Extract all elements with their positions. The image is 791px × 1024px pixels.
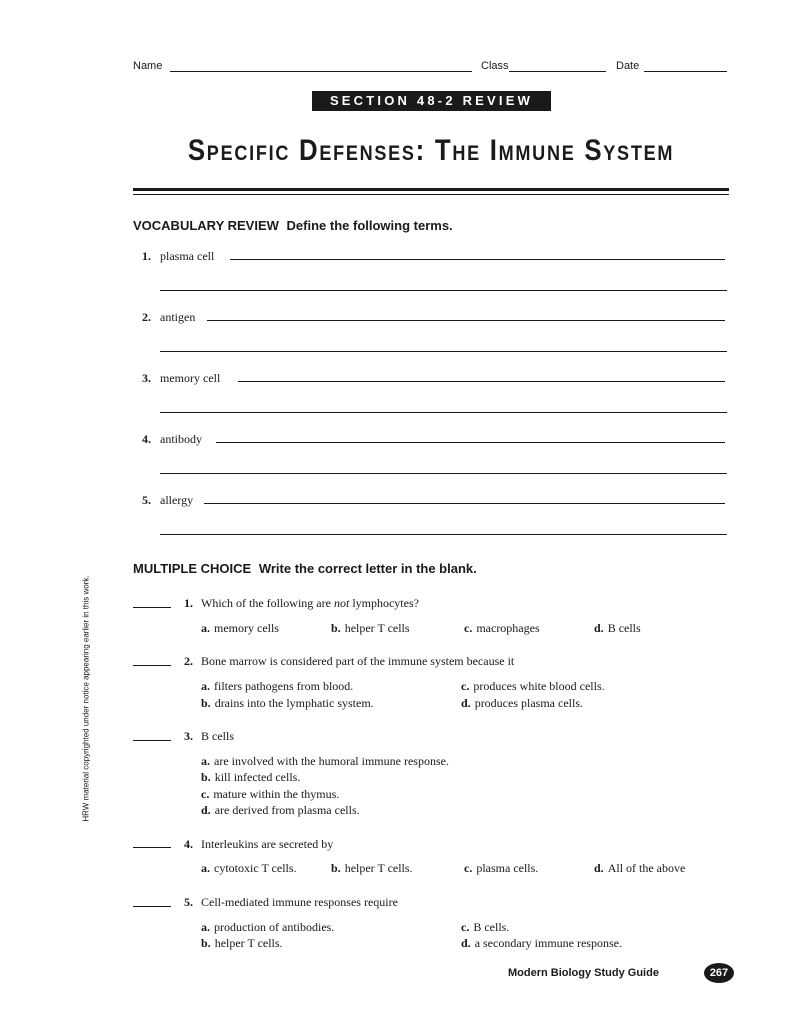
option-d: d. a secondary immune response. xyxy=(461,936,622,950)
vocab-answer-line[interactable] xyxy=(160,412,727,413)
vocab-heading: VOCABULARY REVIEW xyxy=(133,218,279,233)
vocab-answer-line[interactable] xyxy=(216,442,725,443)
vocab-num: 1. xyxy=(142,249,151,263)
title-rule-thin xyxy=(133,194,729,195)
answer-blank[interactable] xyxy=(133,740,171,741)
mc-heading: MULTIPLE CHOICE xyxy=(133,561,252,576)
option-b: b. helper T cells. xyxy=(331,861,413,875)
option-c: c. macrophages xyxy=(464,621,540,635)
vocab-answer-line[interactable] xyxy=(230,259,725,260)
page-number: 267 xyxy=(704,963,734,983)
option-d: d. produces plasma cells. xyxy=(461,696,583,710)
name-label: Name xyxy=(133,60,163,72)
page-title: Specific Defenses: The Immune System xyxy=(187,134,675,167)
option-c: c. B cells. xyxy=(461,920,510,934)
vocab-answer-line[interactable] xyxy=(207,320,725,321)
vocab-num: 5. xyxy=(142,493,151,507)
vocab-term: plasma cell xyxy=(160,249,215,263)
section-banner: SECTION 48-2 REVIEW xyxy=(312,91,551,111)
vocab-num: 2. xyxy=(142,310,151,324)
question-text: Which of the following are not lymphocytes? xyxy=(201,596,419,610)
option-a: a. memory cells xyxy=(201,621,279,635)
option-b: b. helper T cells. xyxy=(201,936,283,950)
option-d: d. are derived from plasma cells. xyxy=(201,803,360,817)
vocab-answer-line[interactable] xyxy=(160,534,727,535)
date-label: Date xyxy=(616,60,640,72)
vocab-answer-line[interactable] xyxy=(160,473,727,474)
question-text: Interleukins are secreted by xyxy=(201,837,334,851)
option-c: c. mature within the thymus. xyxy=(201,787,340,801)
option-a: a. cytotoxic T cells. xyxy=(201,861,297,875)
mc-instruction: Write the correct letter in the blank. xyxy=(258,561,477,576)
answer-blank[interactable] xyxy=(133,607,171,608)
vocab-section-heading xyxy=(133,218,453,233)
option-c: c. produces white blood cells. xyxy=(461,679,605,693)
option-c: c. plasma cells. xyxy=(464,861,539,875)
footer-book-title: Modern Biology Study Guide xyxy=(508,967,659,979)
vocab-answer-line[interactable] xyxy=(204,503,725,504)
question-num: 4. xyxy=(184,837,193,851)
question-num: 5. xyxy=(184,895,193,909)
copyright-note-text: HRW material copyrighted under notice appearing earlier in this work. xyxy=(81,575,91,822)
vocab-answer-line[interactable] xyxy=(160,351,727,352)
option-b: b. drains into the lymphatic system. xyxy=(201,696,374,710)
answer-blank[interactable] xyxy=(133,847,171,848)
date-field[interactable] xyxy=(644,71,727,72)
option-a: a. production of antibodies. xyxy=(201,920,335,934)
vocab-num: 4. xyxy=(142,432,151,446)
question-text: Cell-mediated immune responses require xyxy=(201,895,398,909)
mc-section-heading xyxy=(133,561,477,576)
option-d: d. All of the above xyxy=(594,861,686,875)
class-label: Class xyxy=(481,60,509,72)
option-a: a. are involved with the humoral immune response. xyxy=(201,754,449,768)
option-d: d. B cells xyxy=(594,621,641,635)
vocab-term: antigen xyxy=(160,310,196,324)
question-num: 1. xyxy=(184,596,193,610)
vocab-answer-line[interactable] xyxy=(238,381,725,382)
question-num: 3. xyxy=(184,729,193,743)
vocab-answer-line[interactable] xyxy=(160,290,727,291)
answer-blank[interactable] xyxy=(133,906,171,907)
option-b: b. helper T cells xyxy=(331,621,410,635)
option-b: b. kill infected cells. xyxy=(201,770,301,784)
question-text: B cells xyxy=(201,729,234,743)
vocab-num: 3. xyxy=(142,371,151,385)
vocab-instruction: Define the following terms. xyxy=(286,218,453,233)
option-a: a. filters pathogens from blood. xyxy=(201,679,354,693)
answer-blank[interactable] xyxy=(133,665,171,666)
title-rule-thick xyxy=(133,188,729,191)
question-text: Bone marrow is considered part of the immune system because it xyxy=(201,654,515,668)
vocab-term: antibody xyxy=(160,432,202,446)
vocab-term: memory cell xyxy=(160,371,221,385)
class-field[interactable] xyxy=(509,71,606,72)
vocab-term: allergy xyxy=(160,493,194,507)
name-field[interactable] xyxy=(170,71,472,72)
question-num: 2. xyxy=(184,654,193,668)
